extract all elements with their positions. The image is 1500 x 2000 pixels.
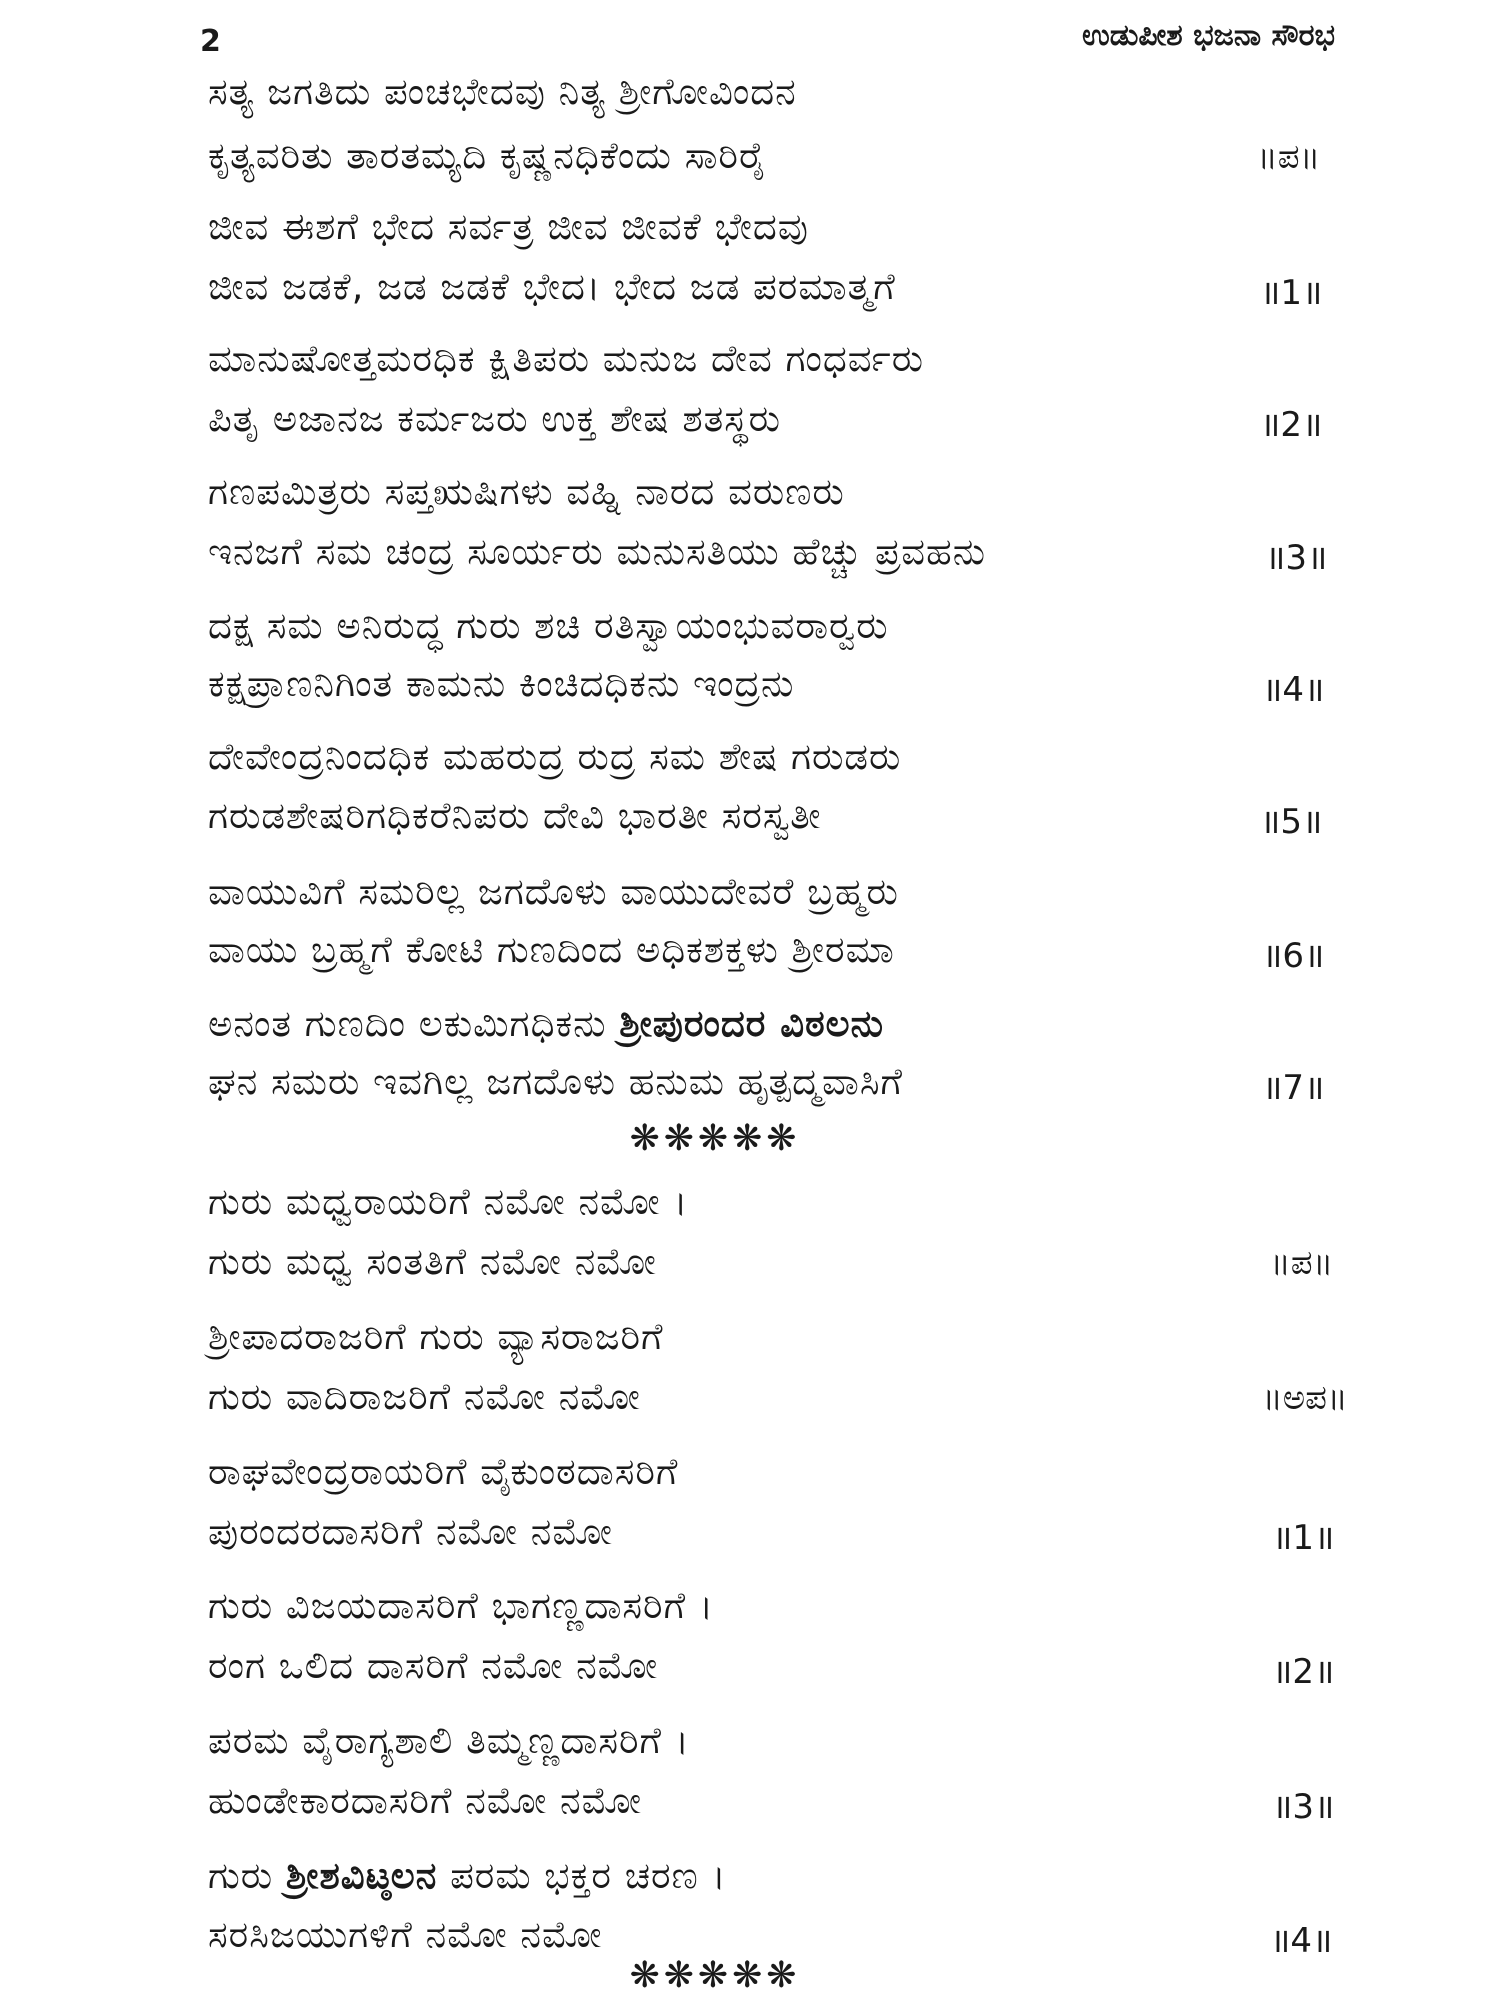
song1-stanza1-line2: ಜೀವ ಜಡಕೆ, ಜಡ ಜಡಕೆ ಭೇದ। ಭೇದ ಜಡ ಪರಮಾತ್ಮಗೆ [208, 265, 896, 308]
song1-stanza3-marker: ॥3॥ [1265, 538, 1328, 578]
song2-anupallavi-line1: ಶ್ರೀಪಾದರಾಜರಿಗೆ ಗುರು ವ್ಯಾಸರಾಜರಿಗೆ [208, 1315, 664, 1358]
song1-stanza5-line2: ಗರುಡಶೇಷರಿಗಧಿಕರೆನಿಪರು ದೇವಿ ಭಾರತೀ ಸರಸ್ವತೀ [208, 794, 822, 837]
song1-refrain-line1: ಸತ್ಯ ಜಗತಿದು ಪಂಚಭೇದವು ನಿತ್ಯ ಶ್ರೀಗೋವಿಂದನ [208, 70, 797, 113]
song1-stanza6-marker: ॥6॥ [1262, 936, 1325, 976]
song1-stanza1-line1: ಜೀವ ಈಶಗೆ ಭೇದ ಸರ್ವತ್ರ ಜೀವ ಜೀವಕೆ ಭೇದವು [208, 205, 809, 248]
song2-stanza4-marker: ॥4॥ [1270, 1921, 1333, 1961]
song1-refrain-line2: ಕೃತ್ಯವರಿತು ತಾರತಮ್ಯದಿ ಕೃಷ್ಣನಧಿಕೆಂದು ಸಾರಿರೈ [208, 134, 768, 177]
song2-refrain-marker: ॥ಪ॥ [1270, 1243, 1334, 1283]
song1-stanza6-line1: ವಾಯುವಿಗೆ ಸಮರಿಲ್ಲ ಜಗದೊಳು ವಾಯುದೇವರೆ ಬ್ರಹ್ಮರು [208, 870, 899, 913]
song2-stanza2-marker: ॥2॥ [1272, 1652, 1335, 1692]
song1-stanza2-marker: ॥2॥ [1260, 405, 1323, 445]
song2-stanza1-line1: ರಾಘವೇಂದ್ರರಾಯರಿಗೆ ವೈಕುಂಠದಾಸರಿಗೆ [208, 1450, 679, 1493]
song1-stanza2-line2: ಪಿತೃ ಅಜಾನಜ ಕರ್ಮಜರು ಉಕ್ತ ಶೇಷ ಶತಸ್ಥರು [208, 397, 782, 440]
song1-stanza4-line2: ಕಕ್ಷಪ್ರಾಣನಿಗಿಂತ ಕಾಮನು ಕಿಂಚಿದಧಿಕನು ಇಂದ್ರನು [208, 662, 795, 705]
song1-stanza5-line1: ದೇವೇಂದ್ರನಿಂದಧಿಕ ಮಹರುದ್ರ ರುದ್ರ ಸಮ ಶೇಷ ಗರುಡರು [208, 735, 902, 778]
song1-refrain-marker: ॥ಪ॥ [1257, 137, 1321, 177]
song1-stanza7-line2: ಘನ ಸಮರು ಇವಗಿಲ್ಲ ಜಗದೊಳು ಹನುಮ ಹೃತ್ಪದ್ಮವಾಸಿಗೆ [208, 1060, 903, 1103]
running-title: ಉಡುಪೀಶ ಭಜನಾ ಸೌರಭ [1082, 18, 1335, 53]
song2-stanza4-line1 [208, 1854, 727, 1898]
song2-stanza2-line2: ರಂಗ ಒಲಿದ ದಾಸರಿಗೆ ನಮೋ ನಮೋ [208, 1644, 659, 1687]
song1-stanza3-line1: ಗಣಪಮಿತ್ರರು ಸಪ್ತಋಷಿಗಳು ವಹ್ನಿ ನಾರದ ವರುಣರು [208, 470, 845, 513]
song2-stanza1-line2: ಪುರಂದರದಾಸರಿಗೆ ನಮೋ ನಮೋ [208, 1510, 613, 1553]
song2-refrain-line2: ಗುರು ಮಧ್ವ ಸಂತತಿಗೆ ನಮೋ ನಮೋ [208, 1240, 657, 1283]
song1-stanza5-marker: ॥5॥ [1260, 802, 1323, 842]
song2-stanza2-line1: ಗುರು ವಿಜಯದಾಸರಿಗೆ ಭಾಗಣ್ಣದಾಸರಿಗೆ । [208, 1584, 714, 1627]
song1-stanza4-marker: ॥4॥ [1262, 670, 1325, 710]
separator-ornament: ❋❋❋❋❋ [629, 1118, 801, 1159]
song1-stanza6-line2: ವಾಯು ಬ್ರಹ್ಮಗೆ ಕೋಟಿ ಗುಣದಿಂದ ಅಧಿಕಶಕ್ತಳು ಶ್ರೀರಮಾ [208, 928, 895, 971]
song2-stanza4-line1-text-c: ಪರಮ ಭಕ್ತರ ಚರಣ । [437, 1854, 727, 1897]
song2-anupallavi-marker: ॥ಅಪ॥ [1262, 1378, 1348, 1418]
ankita-name: ಶ್ರೀಶವಿಟ್ಠಲನ [285, 1854, 438, 1897]
song2-stanza3-line1: ಪರಮ ವೈರಾಗ್ಯಶಾಲಿ ತಿಮ್ಮಣ್ಣದಾಸರಿಗೆ । [208, 1719, 690, 1762]
song2-stanza4-line2: ಸರಸಿಜಯುಗಳಿಗೆ ನಮೋ ನಮೋ [208, 1913, 603, 1956]
song1-stanza1-marker: ॥1॥ [1260, 273, 1323, 313]
song2-stanza3-line2: ಹುಂಡೇಕಾರದಾಸರಿಗೆ ನಮೋ ನಮೋ [208, 1779, 643, 1822]
song2-stanza3-marker: ॥3॥ [1272, 1787, 1335, 1827]
song1-stanza2-line1: ಮಾನುಷೋತ್ತಮರಧಿಕ ಕ್ಷಿತಿಪರು ಮನುಜ ದೇವ ಗಂಧರ್ವರು [208, 337, 925, 380]
page-number: 2 [200, 24, 221, 59]
song2-stanza1-marker: ॥1॥ [1272, 1518, 1335, 1558]
song1-stanza7-line1 [208, 1002, 884, 1046]
song2-refrain-line1: ಗುರು ಮಧ್ವರಾಯರಿಗೆ ನಮೋ ನಮೋ । [208, 1180, 689, 1223]
song2-stanza4-line1-text-a: ಗುರು [208, 1854, 286, 1897]
song2-anupallavi-line2: ಗುರು ವಾದಿರಾಜರಿಗೆ ನಮೋ ನಮೋ [208, 1375, 641, 1418]
separator-ornament-bottom: ❋❋❋❋❋ [629, 1955, 801, 1996]
song1-stanza3-line2: ಇನಜಗೆ ಸಮ ಚಂದ್ರ ಸೂರ್ಯರು ಮನುಸತಿಯು ಹೆಚ್ಚು ಪ್ರವಹನು [208, 530, 987, 573]
song1-stanza7-line1-text: ಅನಂತ ಗುಣದಿಂ ಲಕುಮಿಗಧಿಕನು [208, 1002, 620, 1045]
song1-stanza7-marker: ॥7॥ [1262, 1068, 1325, 1108]
ankita-name: ಶ್ರೀಪುರಂದರ ವಿಠಲನು [619, 1002, 884, 1045]
song1-stanza4-line1: ದಕ್ಷ ಸಮ ಅನಿರುದ್ಧ ಗುರು ಶಚಿ ರತಿಸ್ವಾಯಂಭುವರಾರ್‍ವರು [208, 604, 889, 647]
